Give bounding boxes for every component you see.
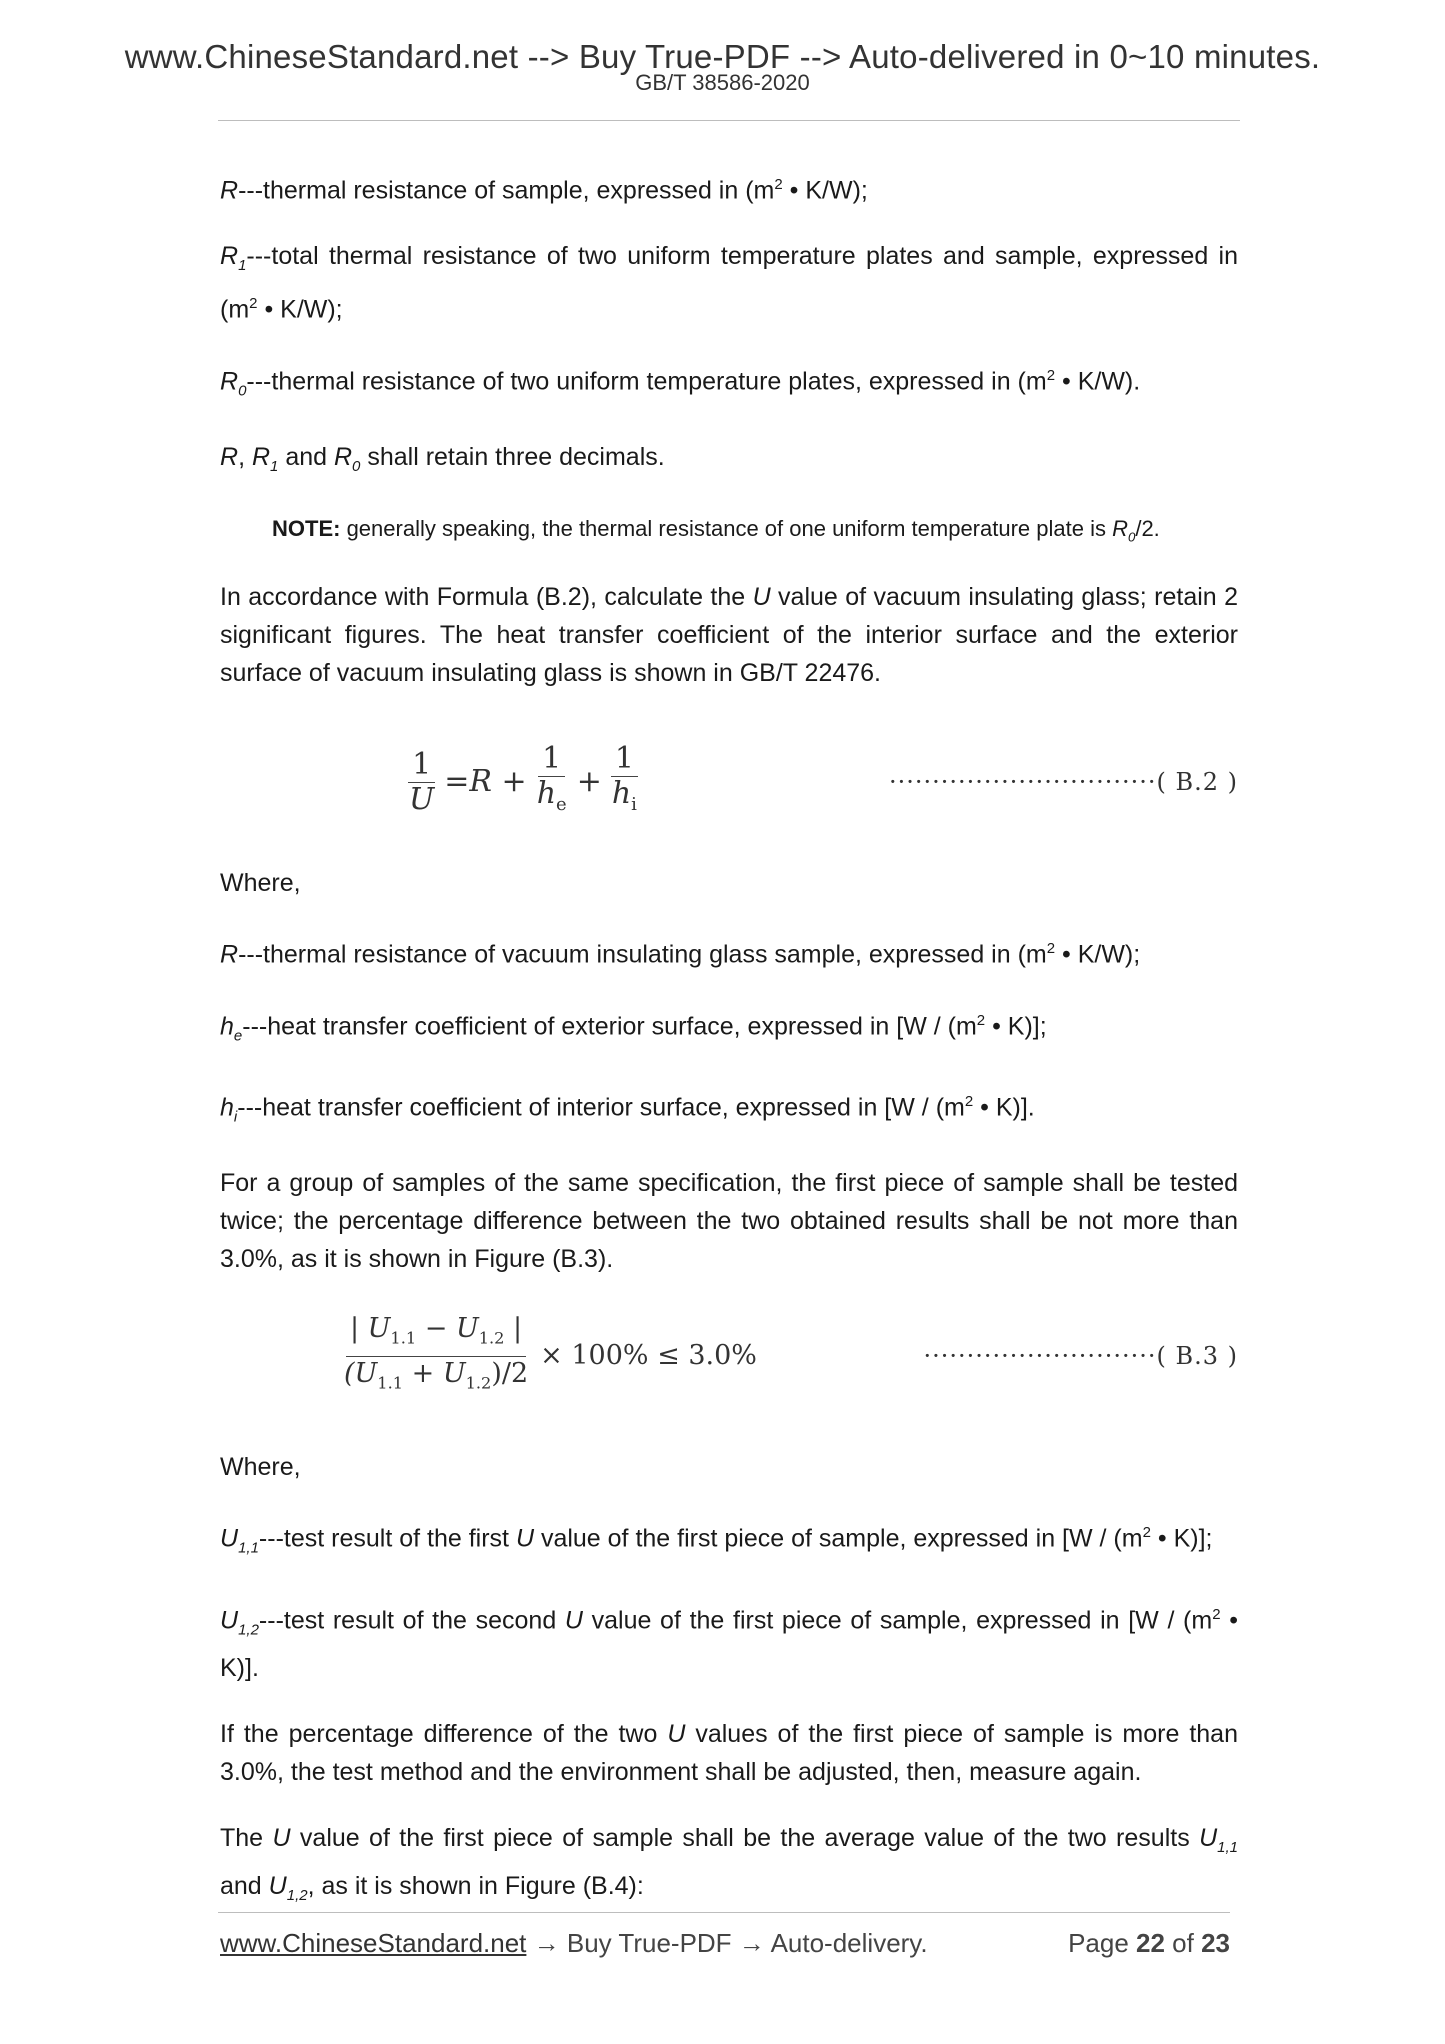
definition-r1: $R_1--$-total thermal resistance of two uniform temperature plates and sample, expressed in ($m^2$ • K/W);	[220, 242, 1238, 324]
definition-r: R---thermal resistance of sample, expressed in ($m^2$ • K/W);	[220, 176, 868, 205]
page-footer	[220, 1928, 1230, 1959]
header-divider	[218, 120, 1240, 121]
u-value-paragraph: In accordance with Formula (B.2), calculate the U value of vacuum insulating glass; retain 2 significant figures. The heat transfer coefficient of the interior surface and the exterior surface of vacuum insulating glass is shown in GB/T 22476.	[220, 583, 1238, 688]
where-label-1: Where,	[220, 869, 301, 898]
note: NOTE: generally speaking, the thermal resistance of one uniform temperature plate is $R_0/2$.	[272, 515, 1160, 545]
test-twice-paragraph: For a group of samples of the same specification, the first piece of sample shall be tested twice; the percentage difference between the two obtained results shall be not more than 3.0%, as it is shown in Figure (B.3).	[220, 1169, 1238, 1274]
fraction-1-over-hi: $\frac{1}{h_i}$	[611, 741, 637, 816]
top-banner[interactable]: www.ChineseStandard.net --> Buy True-PDF --> Auto-delivered in 0~10 minutes.	[124, 38, 1321, 75]
footer-link[interactable]: www.ChineseStandard.net	[220, 1928, 527, 1958]
formula-b2: $\frac{1}{U}$ =R + $\frac{1}{h_e}$ + $\frac{1}{h_i}$ ·······························( B.2 )	[220, 734, 1238, 830]
adjustment-paragraph: If the percentage difference of the two U values of the first piece of sample is more than 3.0%, the test method and the environment shall be adjusted, then, measure again.	[220, 1720, 1238, 1787]
fraction-1-over-he: $\frac{1}{h_e}$	[536, 741, 567, 816]
footer-divider	[218, 1912, 1230, 1913]
formula-b3: $\frac{| U_{1.1} - U_{1.2} |}{(U_{1.1} + U_{1.2})/2}$ × 100% ≤ 3.0% ···························( B.3 )	[220, 1308, 1238, 1404]
decimals-rule: R, $R_1$ and $R_0$ shall retain three decimals.	[220, 442, 665, 475]
average-paragraph: The U value of the first piece of sample shall be the average value of the two results $U_{1,1}$ and $U_{1,2}$, as it is shown in Figure (B.4):	[220, 1824, 1238, 1905]
fraction-1-over-u: $\frac{1}{U}$	[409, 746, 435, 817]
formula-b2-label: ·······························( B.2 )	[888, 768, 1238, 797]
definition-he: $h_e--$-heat transfer coefficient of exterior surface, expressed in [$W / (m^2$ • K)];	[220, 1011, 1047, 1045]
document-body	[220, 166, 1238, 1915]
definition-u12: $U_{1,2}--$-test result of the second U value of the first piece of sample, expressed in [$W / (m^2$ • K)].	[220, 1605, 1238, 1683]
page-number: Page 22 of 23	[1068, 1928, 1230, 1958]
standard-number: GB/T 38586-2020	[635, 70, 810, 95]
definition-u11: $U_{1,1}--$-test result of the first U value of the first piece of sample, expressed in [$W / (m^2$ • K)];	[220, 1524, 1213, 1557]
definition-r0: $R_0--$-thermal resistance of two uniform temperature plates, expressed in ($m^2$ • K/W).	[220, 366, 1141, 399]
where-label-2: Where,	[220, 1453, 301, 1482]
definition-r-vig: R---thermal resistance of vacuum insulating glass sample, expressed in ($m^2$ • K/W);	[220, 940, 1141, 969]
percentage-difference-fraction: $\frac{| U_{1.1} - U_{1.2} |}{(U_{1.1} + U_{1.2})/2}$	[344, 1313, 529, 1393]
formula-b3-label: ···························( B.3 )	[923, 1342, 1238, 1371]
definition-hi: $h_i--$-heat transfer coefficient of interior surface, expressed in [$W / (m^2$ • K)].	[220, 1093, 1035, 1126]
footer-tagline: → Buy True-PDF → Auto-delivery.	[526, 1928, 928, 1958]
